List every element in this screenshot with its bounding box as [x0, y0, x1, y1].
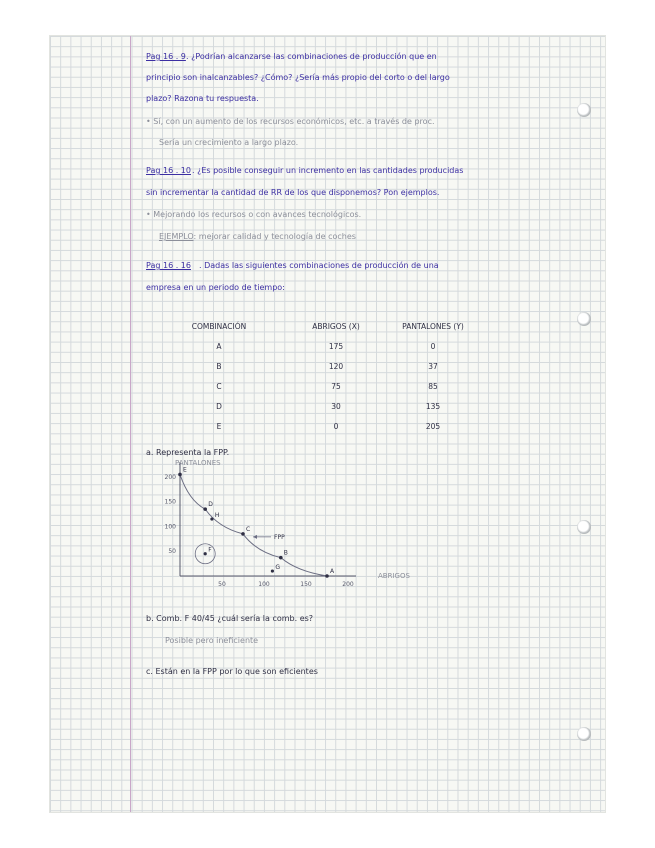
point-label: B: [283, 549, 288, 557]
q16-line2: empresa en un periodo de tiempo:: [146, 283, 285, 292]
q9-line3: plazo? Razona tu respuesta.: [146, 94, 259, 103]
cell-abrigos: 0: [333, 421, 339, 431]
q10-answer-1: • Mejorando los recursos o con avances tecnológicos.: [146, 210, 362, 219]
x-axis-title: ABRIGOS: [378, 572, 410, 580]
y-tick-label: 50: [168, 548, 176, 556]
curve-point: [203, 507, 207, 511]
cell-combination: B: [216, 361, 222, 371]
point-label: C: [246, 525, 251, 533]
x-tick-label: 200: [342, 581, 354, 588]
col-header-abrigos: ABRIGOS (X): [312, 321, 360, 331]
table-row: [144, 376, 488, 396]
q16-line1: . Dadas las siguientes combinaciones de producción de una: [199, 261, 439, 270]
cell-combination: A: [216, 341, 222, 351]
margin-line: [130, 36, 131, 812]
cell-abrigos: 175: [328, 341, 344, 351]
extra-point: [204, 552, 207, 555]
curve-point: [178, 473, 182, 477]
q9-ref: Pag 16 . 9: [146, 52, 186, 61]
fpp-curve: [180, 474, 327, 576]
x-tick-label: 100: [258, 581, 270, 588]
cell-pantalones: 37: [428, 361, 438, 371]
cell-pantalones: 85: [428, 381, 438, 391]
cell-combination: E: [216, 421, 222, 431]
curve-point: [279, 556, 283, 560]
example-text: : mejorar calidad y tecnología de coches: [193, 232, 356, 241]
q10-line1: . ¿Es posible conseguir un incremento en las cantidades producidas: [192, 166, 464, 175]
part-a-label: a. Representa la FPP.: [146, 448, 230, 457]
point-label: A: [330, 568, 335, 575]
point-label: E: [183, 466, 187, 474]
cell-combination: C: [216, 381, 222, 391]
q9-line1: . ¿Podrían alcanzarse las combinaciones de producción que en: [186, 52, 437, 61]
extra-point: [271, 569, 274, 572]
extra-point-label: H: [214, 512, 220, 520]
extra-point-label: G: [275, 564, 281, 572]
example-label: EJEMPLO: [159, 232, 194, 241]
binder-hole: [577, 103, 591, 117]
point-label: D: [208, 501, 213, 509]
cell-pantalones: 0: [430, 341, 436, 351]
curve-label: FPP: [274, 533, 285, 541]
q10-line2: sin incrementar la cantidad de RR de los que disponemos? Pon ejemplos.: [146, 188, 440, 197]
table-row: [144, 396, 488, 416]
cell-combination: D: [216, 401, 222, 411]
binder-hole: [577, 312, 591, 326]
y-axis-title: PANTALONES: [175, 459, 221, 467]
col-header-pantalones: PANTALONES (Y): [402, 321, 464, 331]
part-c-text: c. Están en la FPP por lo que son eficientes: [146, 667, 318, 676]
extra-point: [210, 517, 213, 520]
cell-pantalones: 205: [425, 421, 441, 431]
production-table: [144, 316, 488, 436]
col-header-combination: COMBINACIÓN: [191, 321, 247, 331]
y-tick-label: 200: [164, 473, 176, 481]
x-tick-label: 150: [300, 581, 312, 588]
q10-example: [159, 233, 356, 241]
table-row: [144, 356, 488, 376]
binder-hole: [577, 520, 591, 534]
curve-point: [325, 574, 329, 578]
cell-abrigos: 30: [331, 401, 341, 411]
table-row: [144, 416, 488, 436]
q9-answer-2: Sería un crecimiento a largo plazo.: [159, 138, 299, 147]
q9-line2: principio son inalcanzables? ¿Cómo? ¿Sería más propio del corto o del largo: [146, 73, 450, 82]
binder-hole: [577, 727, 591, 741]
table-row: [144, 336, 488, 356]
curve-arrowhead: [253, 535, 257, 539]
part-b-answer: Posible pero ineficiente: [165, 636, 259, 645]
q9-answer-1: • Sí, con un aumento de los recursos económicos, etc. a través de proc.: [146, 117, 435, 126]
curve-point: [241, 532, 245, 536]
cell-pantalones: 135: [425, 401, 441, 411]
y-tick-label: 100: [164, 523, 176, 531]
cell-abrigos: 120: [328, 361, 344, 371]
cell-abrigos: 75: [331, 381, 341, 391]
q16-ref: Pag 16 . 16: [146, 261, 191, 270]
y-tick-label: 150: [164, 498, 176, 506]
x-tick-label: 50: [218, 581, 226, 588]
q10-ref: Pag 16 . 10: [146, 166, 191, 175]
part-b-question: b. Comb. F 40/45 ¿cuál sería la comb. es?: [146, 614, 314, 623]
extra-point-label: F: [208, 546, 212, 554]
